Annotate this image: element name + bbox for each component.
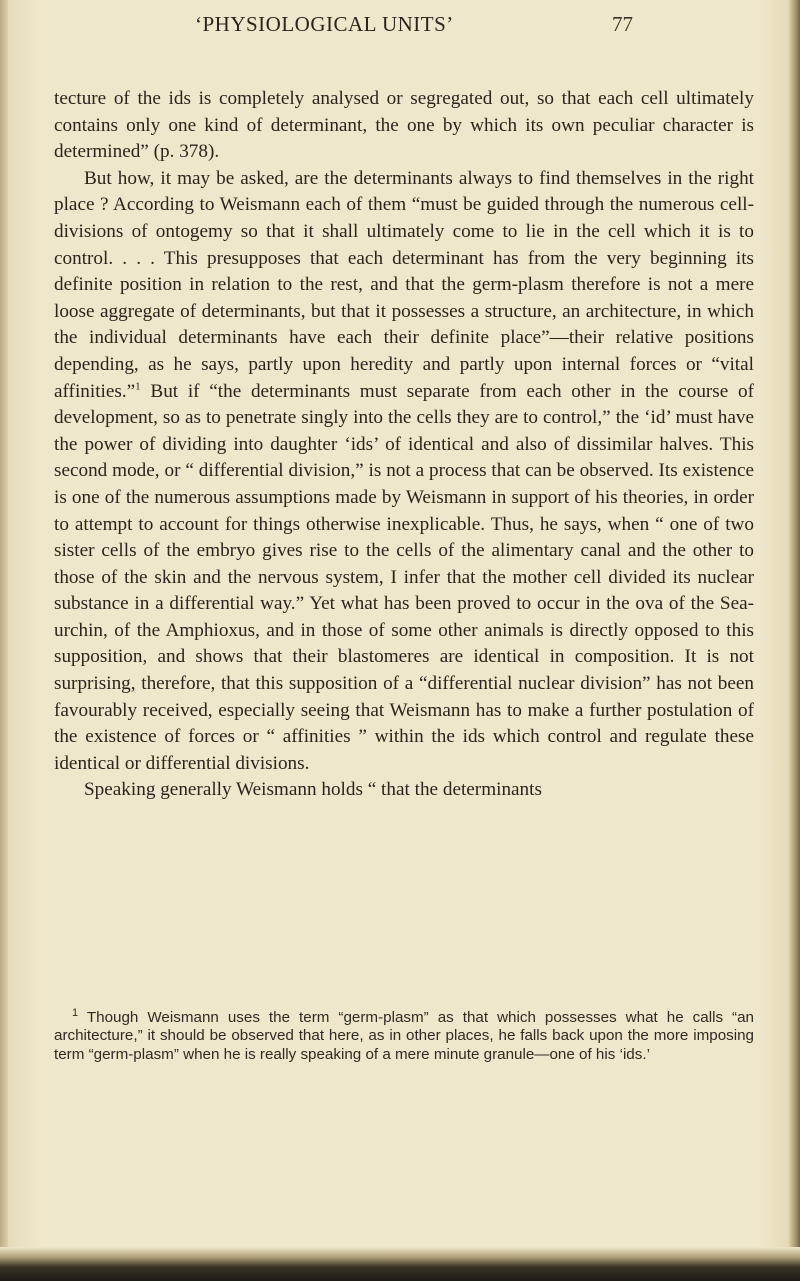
body-text [54, 86, 754, 804]
paragraph-2-part-a: But how, it may be asked, are the determinants always to find themselves in the right place ? According to Weismann each of them “must be guided through the numerous cell-divisions of ontogemy so that it shall ultimately come to lie in the cell which it is to control. . . . This presupposes that each determinant has from the very beginning its definite position in relation to the rest, and that the germ-plasm therefore is not a mere loose aggregate of determinants, but that it possesses a structure, an architecture, in which the individual determinants have each their definite place”—their relative positions depending, as he says, partly upon heredity and partly upon internal forces or “vital affinities.” [54, 167, 754, 402]
footnote-marker: 1 [72, 1006, 79, 1019]
page-left-edge [0, 0, 8, 1281]
paragraph-3: Speaking generally Weismann holds “ that the determinants [84, 779, 542, 801]
page-number: 77 [612, 12, 633, 36]
page-header [0, 8, 800, 52]
footnote-reference: 1 [135, 380, 141, 393]
footnotes [54, 1006, 754, 1064]
paragraph-2 [54, 166, 754, 778]
page-bottom-edge [0, 1247, 800, 1281]
page-right-edge [788, 0, 800, 1281]
footnote-1 [54, 1006, 754, 1064]
footnote-text: Though Weismann uses the term “germ-plasm” as that which possesses what he calls “an architecture,” it should be observed that here, as in other places, he falls back upon the more imposing term “germ-plasm” when he is really speaking of a mere minute granule—one of his ‘ids.’ [54, 1009, 754, 1063]
running-head: ‘PHYSIOLOGICAL UNITS’ [195, 12, 454, 36]
paragraph-2-part-b: But if “the determinants must separate from each other in the course of development, so as to penetrate singly into the cells they are to control,” the ‘id’ must have the power of dividing into daughter ‘ids’ of identical and also of dissimilar halves. This second mode, or “ differential division,” is not a process that can be observed. Its existence is one of the numerous assumptions made by Weismann in support of his theories, in order to attempt to account for things otherwise inexplicable. Thus, he says, when “ one of two sister cells of the embryo gives rise to the cells of the alimentary canal and the other to those of the skin and the nervous system, I infer that the mother cell divided its nuclear substance in a differential way.” Yet what has been proved to occur in the ova of the Sea-urchin, of the Amphioxus, and in those of some other animals is directly opposed to this supposition, and shows that their blastomeres are identical in composition. It is not surprising, therefore, that this supposition of a “differential nuclear division” has not been favourably received, especially seeing that Weismann has to make a further postulation of the existence of forces or “ affinities ” within the ids which control and regulate these identical or differential divisions. [54, 380, 754, 774]
paragraph-1: tecture of the ids is completely analysed or segregated out, so that each cell ultimately contains only one kind of determinant, the one by which its own peculiar character is determined” (p. 378). [54, 88, 754, 163]
